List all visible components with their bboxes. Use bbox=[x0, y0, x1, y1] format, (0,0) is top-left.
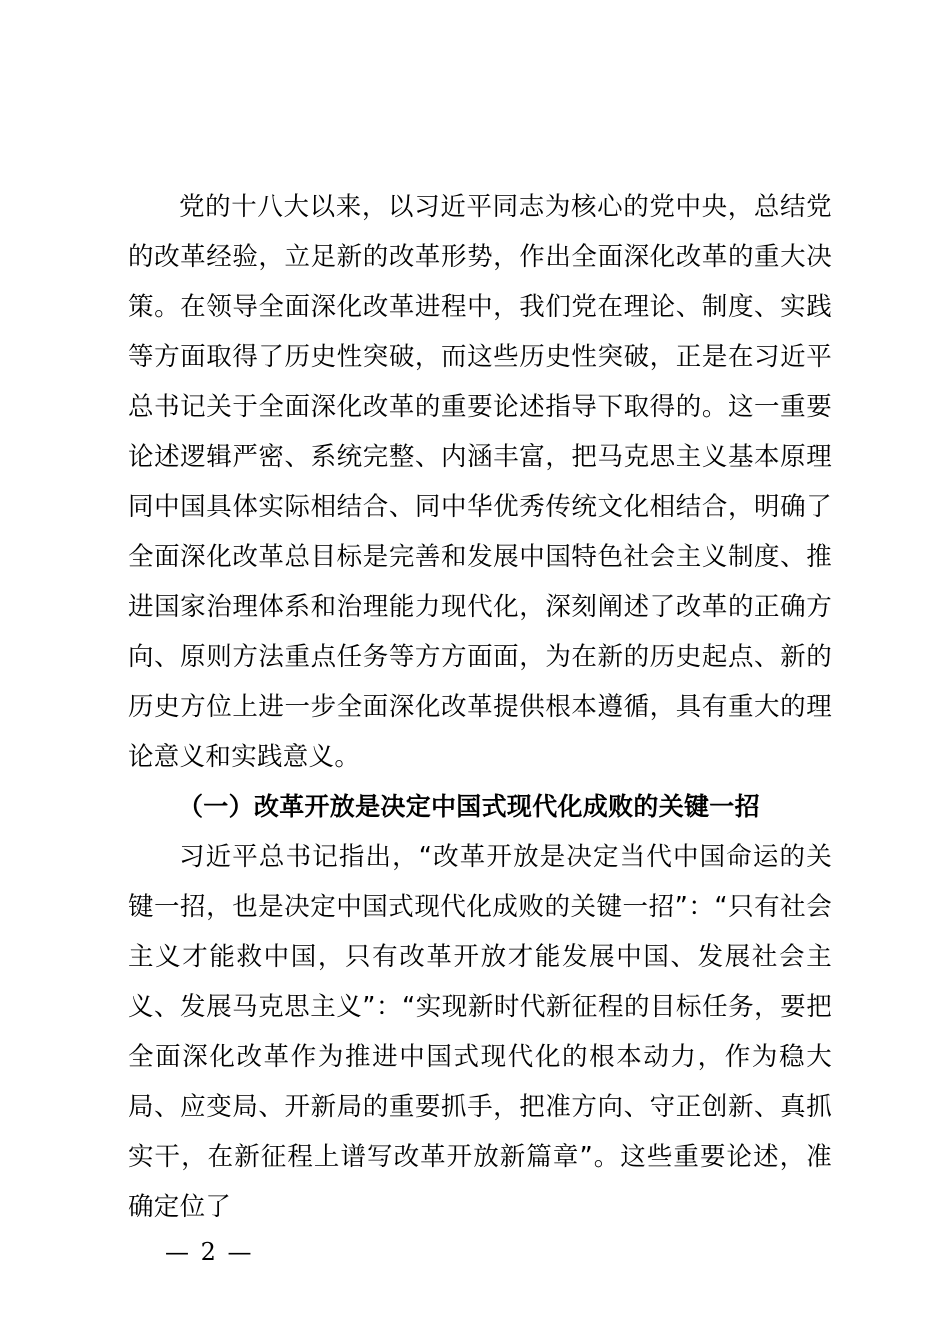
paragraph-intro: 党的十八大以来，以习近平同志为核心的党中央，总结党的改革经验，立足新的改革形势，作出全面深化改革的重大决策。在领导全面深化改革进程中，我们党在理论、制度、实践等方面取得了历史性突破，而这些历史性突破，正是在习近平总书记关于全面深化改革的重要论述指导下取得的。这一重要论述逻辑严密、系统完整、内涵丰富，把马克思主义基本原理同中国具体实际相结合、同中华优秀传统文化相结合，明确了全面深化改革总目标是完善和发展中国特色社会主义制度、推进国家治理体系和治理能力现代化，深刻阐述了改革的正确方向、原则方法重点任务等方方面面，为在新的历史起点、新的历史方位上进一步全面深化改革提供根本遵循，具有重大的理论意义和实践意义。 bbox=[128, 192, 832, 772]
section-heading: （一）改革开放是决定中国式现代化成败的关键一招 bbox=[178, 792, 760, 821]
body-section-heading bbox=[128, 782, 832, 832]
body-section-quote bbox=[128, 832, 832, 1232]
body-section-intro bbox=[128, 182, 832, 782]
page-number: — 2 — bbox=[165, 1238, 254, 1266]
paragraph-quote: 习近平总书记指出，“改革开放是决定当代中国命运的关键一招，也是决定中国式现代化成败的关键一招”：“只有社会主义才能救中国，只有改革开放才能发展中国、发展社会主义、发展马克思主义”：“实现新时代新征程的目标任务，要把全面深化改革作为推进中国式现代化的根本动力，作为稳大局、应变局、开新局的重要抓手，把准方向、守正创新、真抓实干，在新征程上谱写改革开放新篇章”。这些重要论述，准确定位了 bbox=[128, 842, 832, 1222]
